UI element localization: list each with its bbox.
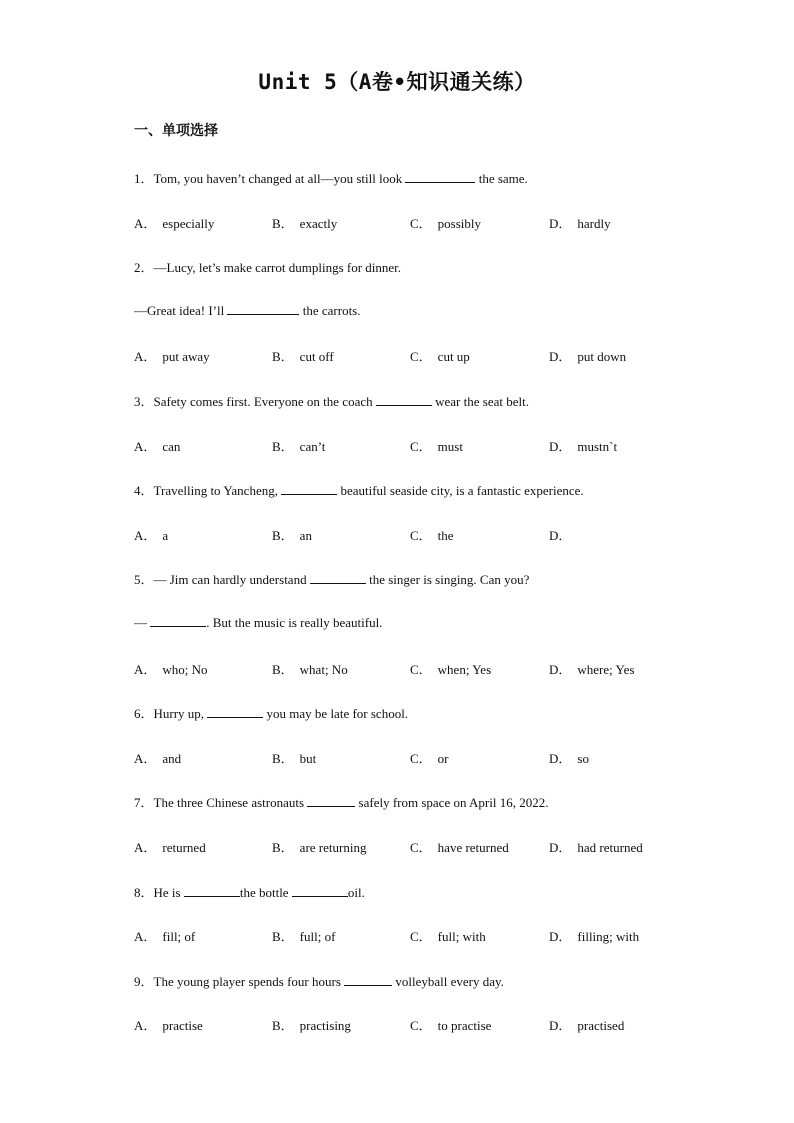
option-text: what; No — [299, 661, 348, 677]
option-letter: B． — [272, 929, 294, 945]
option-text: a — [162, 527, 169, 543]
question-6-option-b[interactable] — [272, 748, 316, 767]
question-7-option-a[interactable] — [134, 837, 206, 856]
question-7-option-c[interactable] — [410, 837, 509, 856]
question-3-stem — [134, 391, 529, 410]
option-letter: B． — [272, 1018, 294, 1034]
option-letter: A． — [134, 840, 157, 855]
option-letter: D． — [549, 750, 572, 766]
stem-text: beautiful seaside city, is a fantastic experience. — [337, 483, 584, 499]
option-text: where; Yes — [577, 661, 635, 677]
option-text: must — [437, 438, 463, 454]
stem-text: 2．—Lucy, let’s make carrot dumplings for dinner. — [134, 260, 402, 276]
option-text: fill; of — [162, 929, 196, 945]
option-text: cut off — [299, 349, 334, 365]
option-text: put down — [577, 349, 627, 365]
stem-text: 5．— Jim can hardly understand — [134, 572, 310, 588]
option-text: possibly — [437, 215, 482, 231]
question-6-option-a[interactable] — [134, 748, 181, 767]
stem-text: 8．He is — [134, 884, 184, 900]
section-heading: 一、单项选择 — [134, 123, 218, 139]
answer-blank[interactable] — [184, 884, 240, 897]
question-9-stem — [134, 971, 504, 990]
option-text: who; No — [162, 661, 208, 677]
option-text: or — [437, 750, 449, 766]
option-text: so — [577, 750, 589, 766]
question-6-option-c[interactable] — [410, 748, 449, 767]
option-text: have returned — [437, 840, 509, 855]
option-text: full; of — [299, 929, 336, 945]
question-1-option-d[interactable] — [549, 213, 611, 232]
question-5-option-b[interactable] — [272, 659, 348, 678]
question-5-option-c[interactable] — [410, 659, 491, 678]
stem-text: volleyball every day. — [392, 973, 504, 989]
stem-text: . But the music is really beautiful. — [206, 615, 383, 630]
option-text: practise — [162, 1018, 203, 1034]
option-letter: D． — [549, 438, 572, 454]
question-8-stem — [134, 882, 365, 901]
option-letter: A． — [134, 438, 157, 454]
question-3-option-c[interactable] — [410, 436, 463, 455]
question-1-option-a[interactable] — [134, 213, 214, 232]
answer-blank[interactable] — [307, 794, 355, 807]
option-letter: C． — [410, 840, 432, 855]
question-6-option-d[interactable] — [549, 748, 589, 767]
stem-text: 9．The young player spends four hours — [134, 973, 345, 989]
question-4-option-b[interactable] — [272, 525, 312, 544]
question-2-option-c[interactable] — [410, 346, 470, 365]
option-text: can’t — [299, 438, 326, 454]
option-text: but — [299, 750, 317, 766]
answer-blank[interactable] — [292, 884, 348, 897]
answer-blank[interactable] — [281, 482, 337, 495]
option-letter: D． — [549, 840, 572, 855]
option-letter: C． — [410, 527, 432, 543]
option-letter: C． — [410, 661, 432, 677]
option-letter: D． — [549, 661, 572, 677]
stem-text: 3．Safety comes first. Everyone on the coach — [134, 394, 376, 409]
question-7-stem — [134, 792, 548, 811]
stem-text: 1．Tom, you haven’t changed at all—you still look — [134, 171, 406, 186]
option-text: hardly — [577, 215, 611, 231]
question-9-option-b[interactable] — [272, 1015, 351, 1034]
answer-blank[interactable] — [227, 302, 299, 315]
question-8-option-c[interactable] — [410, 926, 486, 945]
option-letter: C． — [410, 438, 432, 454]
option-letter: D． — [549, 349, 572, 365]
option-text: and — [162, 750, 182, 766]
option-letter: A． — [134, 215, 157, 231]
option-letter: C． — [410, 215, 432, 231]
question-1-option-b[interactable] — [272, 213, 337, 232]
option-letter: B． — [272, 840, 294, 855]
option-letter: B． — [272, 349, 294, 365]
option-text: mustn`t — [577, 438, 618, 454]
question-9-option-a[interactable] — [134, 1015, 203, 1034]
option-letter: A． — [134, 929, 157, 945]
option-letter: B． — [272, 438, 294, 454]
stem-text: —Great idea! I’ll — [134, 302, 228, 318]
question-3-option-a[interactable] — [134, 436, 180, 455]
stem-text: 4．Travelling to Yancheng, — [134, 483, 282, 499]
stem-text: the same. — [475, 171, 528, 186]
question-2-option-a[interactable] — [134, 346, 210, 365]
option-text: exactly — [299, 215, 338, 231]
question-3-option-b[interactable] — [272, 436, 325, 455]
option-letter: C． — [410, 929, 432, 945]
option-letter: D． — [549, 1018, 572, 1034]
option-letter: B． — [272, 750, 294, 766]
question-8-option-b[interactable] — [272, 926, 335, 945]
question-2-stem — [134, 302, 361, 319]
stem-text: oil. — [347, 884, 365, 900]
option-text: had returned — [577, 840, 643, 855]
question-4-option-c[interactable] — [410, 525, 454, 544]
option-letter: B． — [272, 527, 294, 543]
option-letter: C． — [410, 1018, 432, 1034]
answer-blank[interactable] — [310, 571, 366, 584]
option-text: an — [299, 527, 312, 543]
question-7-option-b[interactable] — [272, 837, 366, 856]
option-letter: A． — [134, 349, 157, 365]
option-text: can — [162, 438, 181, 454]
stem-text: — — [134, 615, 151, 630]
question-2-option-b[interactable] — [272, 346, 334, 365]
question-1-stem — [134, 168, 528, 187]
stem-text: the carrots. — [299, 302, 361, 318]
option-text: practising — [299, 1018, 351, 1034]
question-8-option-a[interactable] — [134, 926, 195, 945]
option-text: full; with — [437, 929, 486, 945]
question-6-stem — [134, 703, 408, 722]
stem-text: the bottle — [239, 884, 292, 900]
stem-text: you may be late for school. — [263, 706, 409, 722]
question-2-option-d[interactable] — [549, 346, 626, 365]
answer-blank[interactable] — [344, 973, 392, 986]
question-9-option-d[interactable] — [549, 1015, 624, 1034]
stem-text: wear the seat belt. — [431, 394, 529, 409]
question-5-stem — [134, 614, 382, 631]
option-text: put away — [162, 349, 210, 365]
question-5-stem — [134, 569, 529, 588]
stem-text: 6．Hurry up, — [134, 706, 208, 722]
option-letter: B． — [272, 215, 294, 231]
question-5-option-d[interactable] — [549, 659, 634, 678]
option-letter: D． — [549, 929, 572, 945]
answer-blank[interactable] — [207, 705, 263, 718]
option-text: returned — [162, 840, 206, 855]
question-4-stem — [134, 480, 584, 499]
option-letter: B． — [272, 661, 294, 677]
option-letter: A． — [134, 1018, 157, 1034]
option-text: especially — [162, 215, 215, 231]
option-letter: C． — [410, 349, 432, 365]
option-letter: A． — [134, 527, 157, 543]
page-title: Unit 5（A卷•知识通关练） — [258, 70, 536, 94]
stem-text: the singer is singing. Can you? — [365, 572, 530, 588]
question-8-option-d[interactable] — [549, 926, 639, 945]
option-text: filling; with — [577, 929, 640, 945]
option-text: to practise — [437, 1018, 492, 1034]
answer-blank[interactable] — [150, 614, 206, 627]
question-7-option-d[interactable] — [549, 837, 643, 856]
question-4-option-a[interactable] — [134, 525, 168, 544]
question-4-option-d[interactable] — [549, 525, 577, 544]
option-text: the — [437, 527, 454, 543]
question-1-option-c[interactable] — [410, 213, 481, 232]
question-2-stem — [134, 257, 401, 276]
stem-text: 7．The three Chinese astronauts — [134, 795, 308, 811]
question-3-option-d[interactable] — [549, 436, 617, 455]
answer-blank[interactable] — [405, 170, 475, 183]
option-text: are returning — [299, 840, 367, 855]
question-5-option-a[interactable] — [134, 659, 208, 678]
option-text: when; Yes — [437, 661, 492, 677]
answer-blank[interactable] — [376, 393, 432, 406]
option-letter: C． — [410, 750, 432, 766]
stem-text: safely from space on April 16, 2022. — [355, 795, 549, 811]
option-letter: D． — [549, 215, 572, 231]
option-text: practised — [577, 1018, 625, 1034]
option-letter: A． — [134, 661, 157, 677]
question-9-option-c[interactable] — [410, 1015, 491, 1034]
option-letter: A． — [134, 750, 157, 766]
option-text: cut up — [437, 349, 470, 365]
option-letter: D． — [549, 527, 572, 543]
